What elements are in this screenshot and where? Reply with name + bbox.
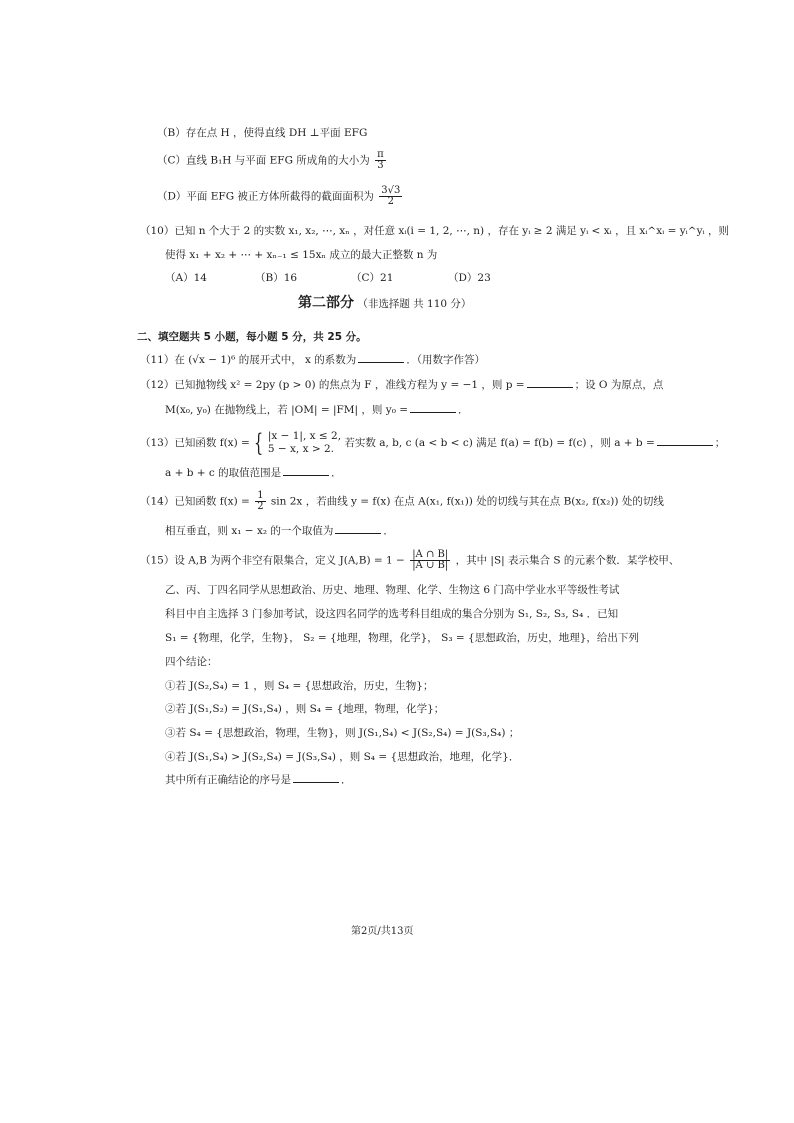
fraction-denominator: 2 [387, 196, 395, 207]
q15-last-text: 其中所有正确结论的序号是 [165, 774, 291, 786]
fraction-numerator: π [377, 149, 384, 160]
answer-blank [283, 474, 329, 476]
q14-line-2 [165, 526, 394, 537]
q12-line-2 [165, 405, 469, 416]
q15-line-2: 乙、丙、丁四名同学从思想政治、历史、地理、物理、化学、生物这 6 门高中学业水平等级性考试 [165, 584, 620, 596]
q9-option-c-text: （C）直线 B₁H 与平面 EFG 所成角的大小为 [157, 154, 370, 167]
q15-text: ，其中 |S| 表示集合 S 的元素个数．某学校甲、 [455, 554, 680, 567]
q10-options [165, 273, 491, 284]
q14-fraction [255, 491, 265, 512]
q10-line-2: 使得 x₁ + x₂ + ⋯ + xₙ₋₁ ≤ 15xₙ 成立的最大正整数 n 为 [165, 249, 438, 261]
q15-line-3: 科目中自主选择 3 门参加考试，设这四名同学的选考科目组成的集合分别为 S₁, S₂, S₃, S₄ ．已知 [165, 608, 619, 620]
q15-conclusion-2: ②若 J(S₁,S₂) = J(S₁,S₄) ，则 S₄ = {地理，物理，化学}； [165, 703, 445, 715]
q11-text-end: ．（用数字作答） [406, 354, 486, 366]
q10-line-1: （10）已知 n 个大于 2 的实数 x₁, x₂, ⋯, xₙ ，对任意 xᵢ(i = 1, 2, ⋯, n) ，存在 yᵢ ≥ 2 满足 yᵢ < xᵢ ，且 xᵢ^xᵢ = yᵢ^yᵢ ，则 [140, 225, 729, 237]
page-footer: 第2页/共13页 [351, 926, 414, 937]
part-two-heading: 第二部分 [298, 295, 354, 311]
fraction-denominator: 2 [257, 501, 264, 512]
q14-text-2: 相互垂直，则 x₁ − x₂ 的一个取值为 [165, 525, 334, 537]
answer-blank [527, 386, 573, 388]
fraction-denominator: |A ∪ B| [412, 560, 449, 571]
q15-conclusion-3: ③若 S₄ = {思想政治，物理，生物}，则 J(S₁,S₄) < J(S₂,S₄) = J(S₃,S₄) ； [165, 727, 520, 739]
q9-option-d-fraction [379, 186, 402, 207]
q13-line-2 [165, 468, 342, 479]
q12-text-2: M(x₀, y₀) 在抛物线上，若 |OM| = |FM| ，则 y₀ = [165, 404, 409, 416]
q15-last-end: ． [341, 774, 352, 786]
q12-text-2-end: ． [458, 404, 469, 416]
q15-line-5: 四个结论： [165, 656, 218, 668]
q10-option-c: （C）21 [351, 272, 394, 284]
q14-line-1 [140, 491, 664, 512]
answer-blank [410, 411, 456, 413]
q15-prefix: （15）设 A,B 为两个非空有限集合，定义 J(A,B) = 1 − [140, 554, 405, 567]
section-heading-fill-in: 二、填空题共 5 小题，每小题 5 分，共 25 分。 [137, 331, 367, 343]
q14-prefix: （14）已知函数 f(x) = [140, 495, 250, 508]
q13-text-2-end: ． [331, 467, 342, 479]
q9-option-d [157, 186, 404, 207]
piecewise-case-2: 5 − x, x > 2. [267, 443, 334, 455]
q15-conclusion-1: ①若 J(S₂,S₄) = 1 ，则 S₄ = {思想政治，历史，生物}； [165, 680, 434, 692]
q12-text-cont: ；设 O 为原点，点 [574, 379, 664, 391]
q9-option-c-fraction [375, 150, 386, 171]
q13-text-end: ； [714, 437, 726, 449]
q13-prefix: （13）已知函数 f(x) = [140, 437, 250, 449]
q11-text: （11）在 (√x − 1)⁶ 的展开式中， x 的系数为 [140, 354, 357, 366]
q13-text: 若实数 a, b, c (a < b < c) 满足 f(a) = f(b) = f(c) ，则 a + b = [344, 437, 655, 449]
part-two-note: （非选择题 共 110 分） [357, 298, 472, 310]
q9-option-c [157, 150, 388, 171]
q9-option-d-text: （D）平面 EFG 被正方体所截得的截面面积为 [157, 190, 374, 203]
q15-line-1 [140, 550, 679, 571]
q9-option-b: （B）存在点 H ，使得直线 DH ⊥平面 EFG [157, 127, 368, 139]
q10-option-d: （D）23 [448, 272, 491, 284]
piecewise-cases [268, 430, 341, 456]
piecewise-brace: { [254, 429, 264, 457]
q10-option-b: （B）16 [255, 272, 298, 284]
answer-blank [358, 361, 404, 363]
fraction-numerator: 3√3 [381, 185, 401, 196]
q10-option-a: （A）14 [165, 272, 207, 284]
q13-line-1 [140, 430, 725, 456]
fraction-numerator: |A ∩ B| [412, 549, 449, 560]
answer-blank [657, 444, 713, 446]
q12-text: （12）已知抛物线 x² = 2py (p > 0) 的焦点为 F ，准线方程为 y = −1 ，则 p = [140, 379, 525, 391]
q14-text-2-end: ． [383, 525, 394, 537]
q14-text: sin 2x ，若曲线 y = f(x) 在点 A(x₁, f(x₁)) 处的切线与其在点 B(x₂, f(x₂)) 处的切线 [270, 495, 664, 508]
q13-text-2: a + b + c 的取值范围是 [165, 467, 282, 479]
part-two-title [298, 296, 471, 310]
q12-line-1 [140, 380, 663, 391]
piecewise-case-1: |x − 1|, x ≤ 2, [267, 430, 342, 442]
q15-fraction [410, 550, 450, 571]
q15-line-4: S₁ = {物理，化学，生物}， S₂ = {地理，物理，化学}， S₃ = {思想政治，历史，地理}，给出下列 [165, 632, 639, 644]
fraction-numerator: 1 [257, 490, 264, 501]
q15-last-line [165, 775, 352, 786]
answer-blank [293, 781, 339, 783]
q15-conclusion-4: ④若 J(S₁,S₄) > J(S₂,S₄) = J(S₃,S₄) ，则 S₄ = {思想政治，地理，化学}． [165, 751, 520, 763]
q11 [140, 355, 485, 366]
fraction-denominator: 3 [377, 160, 384, 171]
answer-blank [335, 532, 381, 534]
